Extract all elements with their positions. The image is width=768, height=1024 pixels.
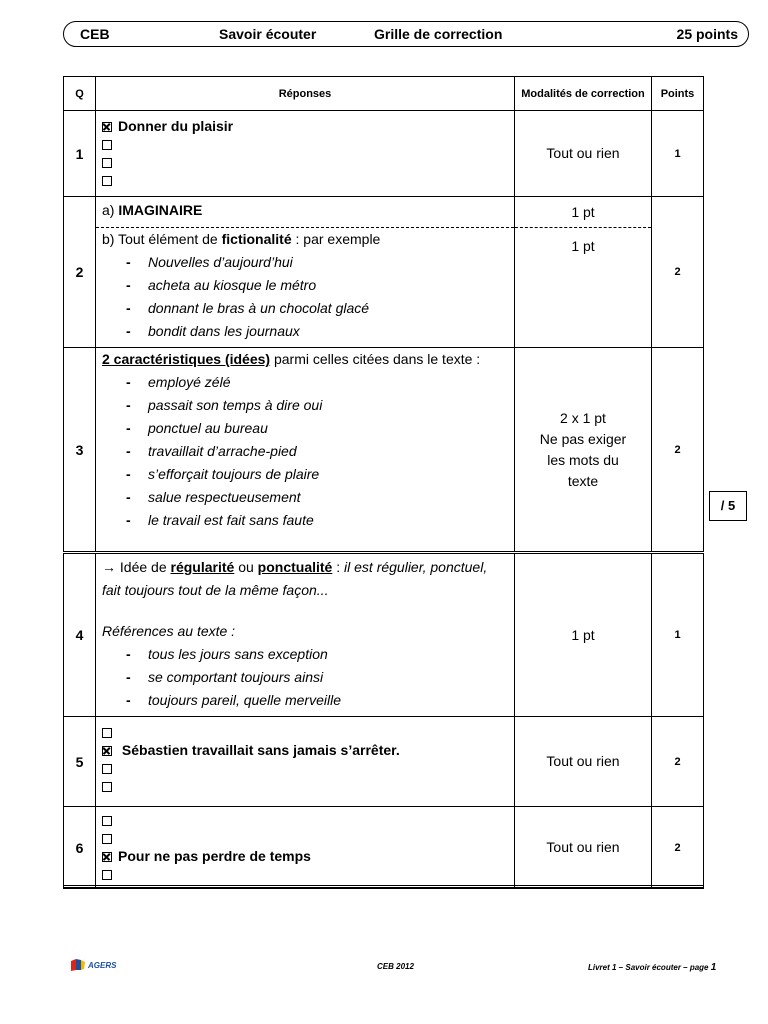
q6-option-3: Pour ne pas perdre de temps <box>102 847 508 865</box>
list-item: - s’efforçait toujours de plaire <box>126 463 508 486</box>
q5-option-1 <box>102 723 508 741</box>
agers-logo-text: AGERS <box>88 960 117 970</box>
q4-points: 1 <box>652 553 704 717</box>
checkbox-icon <box>102 176 112 186</box>
list-item: - tous les jours sans exception <box>126 643 508 666</box>
q3-characteristics-list <box>102 371 508 532</box>
footer-page-info: Livret 1 – Savoir écouter – page 1 <box>588 962 717 973</box>
checkbox-icon <box>102 728 112 738</box>
question-number: 3 <box>64 348 96 553</box>
q1-options <box>96 111 515 197</box>
q6-option-1 <box>102 811 508 829</box>
q4-references-list <box>102 643 508 712</box>
question-number: 4 <box>64 553 96 717</box>
checked-box-icon <box>102 852 112 862</box>
list-item: - le travail est fait sans faute <box>126 509 508 532</box>
question-number: 2 <box>64 197 96 348</box>
q5-points: 2 <box>652 717 704 807</box>
list-item: - ponctuel au bureau <box>126 417 508 440</box>
q2b-response: b) Tout élément de fictionalité : par exemple - Nouvelles d’aujourd’hui - acheta au kiosque le métro - donnant le bras à un chocolat glacé - bondit dans les journaux <box>96 228 515 348</box>
q5-options <box>96 717 515 807</box>
header-doc-type: Grille de correction <box>374 26 503 42</box>
table-row-q2b <box>64 228 704 348</box>
table-row-q2a <box>64 197 704 228</box>
page-header <box>63 21 749 47</box>
q1-modality: Tout ou rien <box>515 111 652 197</box>
q5-option-4 <box>102 777 508 795</box>
list-item: - acheta au kiosque le métro <box>126 274 508 297</box>
q3-modality: 2 x 1 pt Ne pas exiger les mots du texte <box>515 348 652 553</box>
q2a-response: a) IMAGINAIRE <box>96 197 515 228</box>
q1-points: 1 <box>652 111 704 197</box>
checkbox-icon <box>102 816 112 826</box>
table-row-q1 <box>64 111 704 197</box>
q5-option-2: Sébastien travaillait sans jamais s’arrêter. <box>102 741 508 759</box>
checkbox-icon <box>102 834 112 844</box>
q4-modality: 1 pt <box>515 553 652 717</box>
page-number: 1 <box>710 962 717 973</box>
list-item: - passait son temps à dire oui <box>126 394 508 417</box>
q3-response: 2 caractéristiques (idées) parmi celles citées dans le texte : - employé zélé - passait son temps à dire oui - ponctuel au bureau - travaillait d’arrache-pied - s’efforçait toujours de plaire - salue respectueusement - le travail est fait sans faute <box>96 348 515 553</box>
footer-center: CEB 2012 <box>377 962 414 971</box>
q4-response: → Idée de régularité ou ponctualité : il est régulier, ponctuel, fait toujours tout de la même façon... Références au texte : - tous les jours sans exception - se comportant toujours ainsi - toujours pareil, quelle merveille <box>96 553 515 717</box>
table-row-q3 <box>64 348 704 553</box>
checkbox-icon <box>102 764 112 774</box>
agers-logo-icon <box>70 958 86 972</box>
q6-modality: Tout ou rien <box>515 807 652 889</box>
header-modalities: Modalités de correction <box>515 77 652 111</box>
table-row-q5 <box>64 717 704 807</box>
table-row-q4 <box>64 553 704 717</box>
q1-option-2 <box>102 135 508 153</box>
q2-points: 2 <box>652 197 704 348</box>
checkbox-icon <box>102 140 112 150</box>
q6-option-2 <box>102 829 508 847</box>
question-number: 5 <box>64 717 96 807</box>
q3-points: 2 <box>652 348 704 553</box>
list-item: - travaillait d’arrache-pied <box>126 440 508 463</box>
header-total-points: 25 points <box>676 26 738 42</box>
q2b-examples-list <box>102 251 508 343</box>
q1-option-1: Donner du plaisir <box>102 117 508 135</box>
table-bottom-rule <box>63 885 703 893</box>
checkbox-icon <box>102 870 112 880</box>
q4-refs-label: Références au texte : <box>102 623 236 639</box>
q2a-modality: 1 pt <box>515 197 652 228</box>
header-responses: Réponses <box>96 77 515 111</box>
correction-table <box>63 76 704 889</box>
q1-option-3 <box>102 153 508 171</box>
table-row-q6 <box>64 807 704 889</box>
q2b-modality: 1 pt <box>515 228 652 348</box>
header-points: Points <box>652 77 704 111</box>
footer-logo <box>70 958 116 972</box>
list-item: - bondit dans les journaux <box>126 320 508 343</box>
question-number: 1 <box>64 111 96 197</box>
list-item: - toujours pareil, quelle merveille <box>126 689 508 712</box>
list-item: - se comportant toujours ainsi <box>126 666 508 689</box>
q5-option-3 <box>102 759 508 777</box>
header-q: Q <box>64 77 96 111</box>
q5-modality: Tout ou rien <box>515 717 652 807</box>
q6-options <box>96 807 515 889</box>
list-item: - Nouvelles d’aujourd’hui <box>126 251 508 274</box>
checked-box-icon <box>102 746 112 756</box>
header-ceb: CEB <box>80 26 110 42</box>
question-number: 6 <box>64 807 96 889</box>
header-subject: Savoir écouter <box>219 26 317 42</box>
subtotal-score-box: / 5 <box>709 491 747 521</box>
list-item: - donnant le bras à un chocolat glacé <box>126 297 508 320</box>
q6-option-4 <box>102 865 508 883</box>
list-item: - employé zélé <box>126 371 508 394</box>
q1-option-4 <box>102 171 508 189</box>
checked-box-icon <box>102 122 112 132</box>
checkbox-icon <box>102 782 112 792</box>
table-header-row <box>64 77 704 111</box>
q6-points: 2 <box>652 807 704 889</box>
list-item: - salue respectueusement <box>126 486 508 509</box>
checkbox-icon <box>102 158 112 168</box>
